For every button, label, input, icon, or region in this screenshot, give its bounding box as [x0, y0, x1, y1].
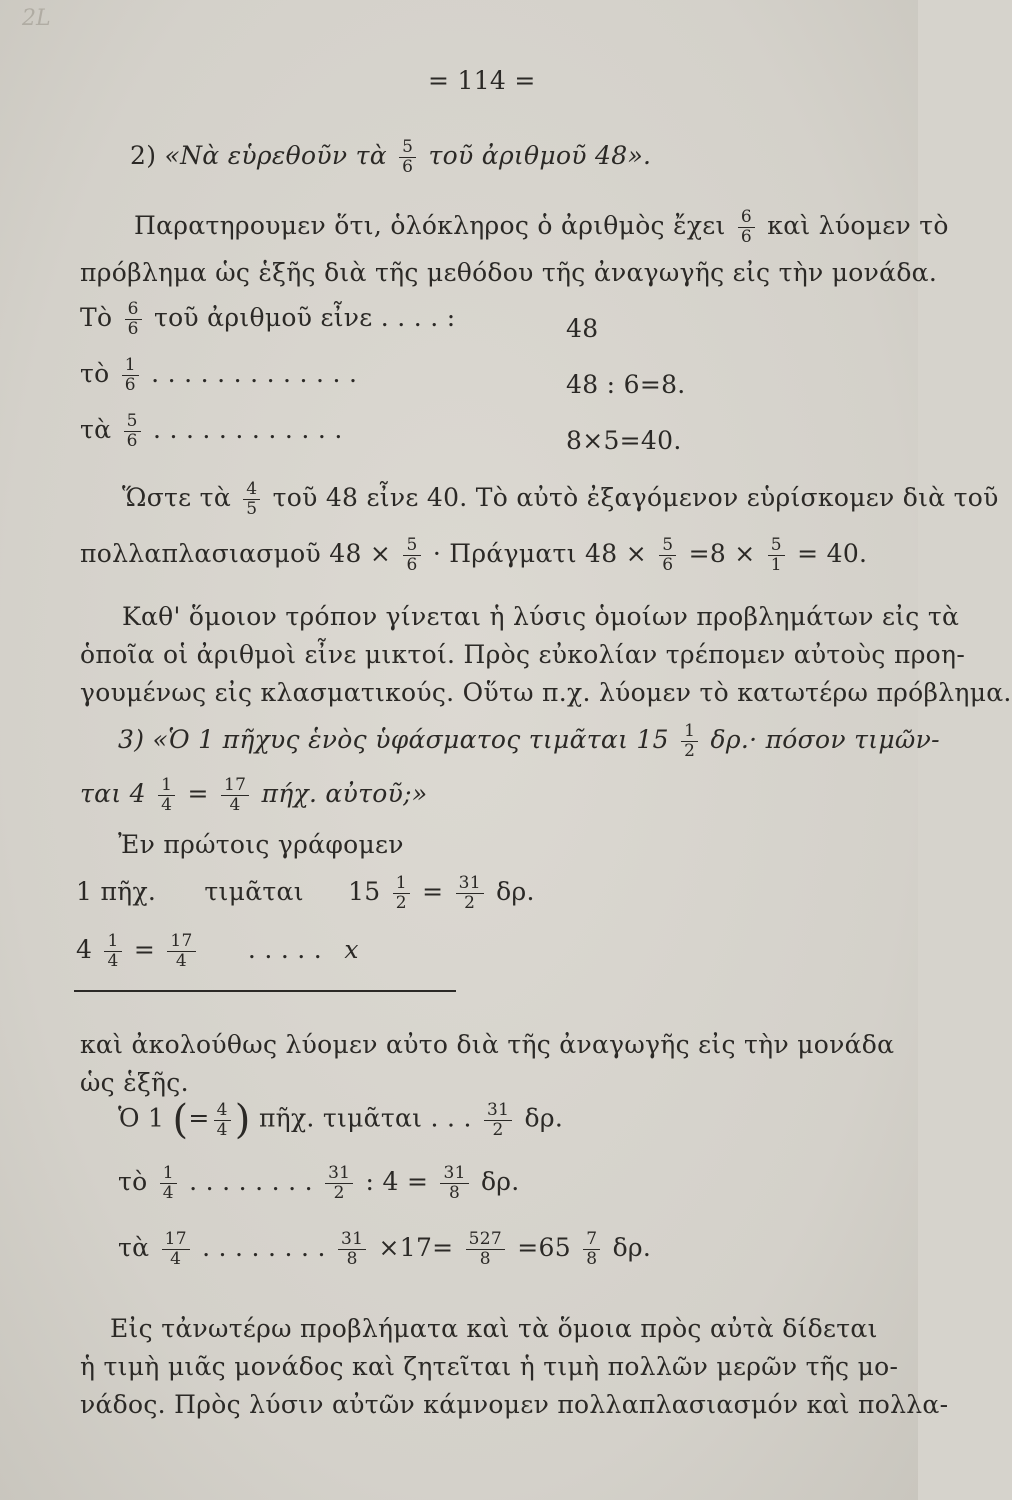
fraction — [158, 776, 175, 815]
unit: δρ. — [480, 1167, 520, 1196]
paragraph-line: νάδος. Πρὸς λύσιν αὐτῶν κάμνομεν πολλαπλασιασμόν καὶ πολλα- — [80, 1390, 949, 1419]
denominator: 4 — [216, 1119, 228, 1140]
fraction — [399, 138, 416, 177]
numerator: 5 — [399, 138, 416, 158]
problem-3 — [118, 722, 940, 761]
denominator: 6 — [127, 319, 139, 339]
numerator: 1 — [393, 874, 410, 894]
paragraph-line: πρόβλημα ὡς ἑξῆς διὰ τῆς μεθόδου τῆς ἀναγωγῆς εἰς τὴν μονάδα. — [80, 258, 938, 287]
denominator: 2 — [492, 1119, 504, 1140]
fraction — [124, 412, 141, 451]
text: = 40. — [797, 539, 868, 568]
step-row — [80, 356, 357, 395]
denominator: 6 — [740, 227, 753, 247]
fraction — [456, 874, 484, 913]
denominator: 4 — [161, 795, 173, 815]
step-row — [80, 300, 456, 339]
close-paren: ) — [234, 1097, 251, 1143]
problem-text: δρ.· πόσον τιμῶν- — [710, 725, 940, 754]
problem-text: «Νὰ εὑρεθοῦν τὰ — [164, 141, 387, 170]
step-row — [118, 1230, 651, 1269]
fraction — [221, 776, 249, 815]
unit: δρ. — [612, 1233, 652, 1262]
denominator: 1 — [770, 555, 782, 575]
problem-text: ται 4 — [80, 779, 146, 808]
fraction — [162, 1230, 190, 1269]
paragraph-line: γουμένως εἰς κλασματικούς. Οὕτω π.χ. λύομεν τὸ κατωτέρω πρόβλημα. — [80, 678, 1012, 707]
fraction — [122, 356, 139, 395]
denominator: 8 — [449, 1183, 461, 1203]
denominator: 2 — [395, 893, 407, 913]
unit: δρ. — [496, 877, 535, 906]
fraction — [583, 1230, 600, 1269]
text: πολλαπλασιασμοῦ 48 × — [80, 539, 392, 568]
denominator: 2 — [464, 893, 476, 913]
fraction — [768, 536, 785, 575]
fraction — [160, 1164, 177, 1203]
page-number: = 114 = — [428, 66, 536, 95]
numerator: 527 — [466, 1230, 505, 1250]
text: . . . . . . . . . . . . . — [151, 359, 358, 388]
label: τὸ — [80, 359, 110, 388]
numerator: 31 — [484, 1101, 512, 1121]
numerator: 5 — [768, 536, 785, 556]
denominator: 6 — [662, 555, 674, 575]
unknown-variable: x — [344, 935, 359, 964]
denominator: 6 — [126, 431, 138, 451]
paragraph-line: καὶ ἀκολούθως λύομεν αὐτο διὰ τῆς ἀναγωγῆς εἰς τὴν μονάδα — [80, 1030, 895, 1059]
paragraph-line: ὡς ἑξῆς. — [80, 1068, 189, 1097]
denominator: 6 — [406, 555, 418, 575]
problem-text: τοῦ ἀριθμοῦ 48». — [428, 141, 652, 170]
problem-3-cont — [80, 776, 427, 815]
corner-mark: 2L — [22, 6, 51, 31]
numerator: 31 — [440, 1164, 468, 1184]
numerator: 31 — [325, 1164, 353, 1184]
problem-text: πήχ. αὐτοῦ;» — [261, 779, 428, 808]
numerator: 17 — [221, 776, 249, 796]
equals-sign: = — [188, 1103, 210, 1133]
step-row — [118, 1097, 564, 1143]
numerator: 31 — [338, 1230, 366, 1250]
text: καὶ λύομεν τὸ — [767, 211, 949, 240]
step-row — [118, 1164, 520, 1203]
text: πῆχ. τιμᾶται . . . — [258, 1103, 472, 1133]
numerator: 1 — [160, 1164, 177, 1184]
text: . . . . . . . . . . . . — [152, 415, 343, 444]
denominator: 2 — [684, 741, 696, 761]
paragraph-line: ὁποῖα οἱ ἀριθμοὶ εἶνε μικτοί. Πρὸς εὐκολίαν τρέπομεν αὐτοὺς προη- — [80, 640, 966, 669]
text: τοῦ 48 εἶνε 40. Τὸ αὐτὸ ἐξαγόμενον εὑρίσκομεν διὰ τοῦ — [272, 483, 999, 512]
fraction — [338, 1230, 366, 1269]
fraction — [104, 932, 121, 971]
numerator: 6 — [738, 208, 755, 228]
dot-leader: . . . . . . . . — [189, 1167, 313, 1196]
numerator: 1 — [104, 932, 121, 952]
fraction — [681, 722, 698, 761]
numerator: 4 — [243, 480, 260, 500]
text: τιμᾶται — [204, 877, 304, 906]
equation-row — [76, 874, 535, 913]
numerator: 17 — [162, 1230, 190, 1250]
dot-leader: . . . . . . . . — [202, 1233, 326, 1262]
denominator: 6 — [402, 157, 414, 177]
text: Ὥστε τὰ — [122, 483, 231, 512]
denominator: 4 — [229, 795, 241, 815]
text: · Πράγματι 48 × — [432, 539, 647, 568]
text: Ὁ 1 — [118, 1103, 165, 1133]
problem-text: 3) «Ὁ 1 πῆχυς ἑνὸς ὑφάσματος τιμᾶται 15 — [118, 725, 669, 754]
equals-sign: = — [422, 877, 444, 906]
fraction — [167, 932, 195, 971]
step-row — [80, 412, 343, 451]
text: Παρατηρουμεν ὅτι, ὁλόκληρος ὁ ἀριθμὸς ἔχει — [134, 211, 726, 240]
fraction — [243, 480, 260, 519]
problem-number: 2) — [130, 141, 157, 170]
open-paren: ( — [172, 1097, 189, 1143]
text: 4 — [76, 935, 93, 964]
dot-leader: . . . . . — [247, 935, 323, 964]
fraction — [214, 1101, 231, 1140]
fraction — [466, 1230, 505, 1269]
text: : 4 = — [365, 1167, 429, 1196]
text: 15 — [348, 877, 381, 906]
unit: δρ. — [524, 1103, 564, 1133]
label: τὰ — [80, 415, 112, 444]
paragraph-line — [80, 536, 867, 575]
numerator: 5 — [403, 536, 420, 556]
numerator: 5 — [124, 412, 141, 432]
fraction — [403, 536, 420, 575]
numerator: 4 — [214, 1101, 231, 1121]
numerator: 1 — [158, 776, 175, 796]
step-value: 48 : 6=8. — [566, 370, 686, 399]
text: =8 × — [688, 539, 756, 568]
paragraph-line: Καθ' ὅμοιον τρόπον γίνεται ἡ λύσις ὁμοίων προβλημάτων εἰς τὰ — [122, 602, 960, 631]
separator-rule — [74, 990, 456, 992]
denominator: 2 — [333, 1183, 345, 1203]
text: ×17= — [378, 1233, 454, 1262]
numerator: 6 — [125, 300, 142, 320]
paragraph-line: ἡ τιμὴ μιᾶς μονάδος καὶ ζητεῖται ἡ τιμὴ πολλῶν μερῶν τῆς μο- — [80, 1352, 899, 1381]
fraction — [440, 1164, 468, 1203]
numerator: 1 — [122, 356, 139, 376]
equals-sign: = — [133, 935, 156, 964]
numerator: 5 — [659, 536, 676, 556]
paragraph-line: Ἐν πρώτοις γράφομεν — [118, 830, 404, 859]
denominator: 6 — [124, 375, 136, 395]
equals-sign: = — [187, 779, 209, 808]
denominator: 5 — [246, 499, 258, 519]
fraction — [393, 874, 410, 913]
paragraph-line: Εἰς τἀνωτέρω προβλήματα καὶ τὰ ὅμοια πρὸς αὐτὰ δίδεται — [110, 1314, 878, 1343]
denominator: 4 — [162, 1183, 174, 1203]
denominator: 4 — [107, 951, 119, 971]
denominator: 8 — [586, 1249, 598, 1269]
numerator: 7 — [583, 1230, 600, 1250]
numerator: 1 — [681, 722, 698, 742]
problem-2 — [130, 138, 651, 177]
text: τοῦ ἀριθμοῦ εἶνε . . . . : — [153, 303, 456, 332]
step-value: 8×5=40. — [566, 426, 682, 455]
paragraph-line — [122, 480, 999, 519]
denominator: 4 — [170, 1249, 182, 1269]
fraction — [659, 536, 676, 575]
text: τὰ — [118, 1233, 150, 1262]
text: =65 — [517, 1233, 571, 1262]
paragraph-line — [134, 208, 949, 247]
label: Τὸ — [80, 303, 113, 332]
text: 1 πῆχ. — [76, 877, 157, 906]
numerator: 31 — [456, 874, 484, 894]
numerator: 17 — [167, 932, 195, 952]
denominator: 8 — [346, 1249, 358, 1269]
fraction — [738, 208, 755, 247]
step-value: 48 — [566, 314, 599, 343]
denominator: 4 — [175, 951, 188, 971]
denominator: 8 — [479, 1249, 491, 1269]
fraction — [125, 300, 142, 339]
fraction — [484, 1101, 512, 1140]
fraction — [325, 1164, 353, 1203]
equation-row — [76, 932, 359, 971]
text: τὸ — [118, 1167, 148, 1196]
